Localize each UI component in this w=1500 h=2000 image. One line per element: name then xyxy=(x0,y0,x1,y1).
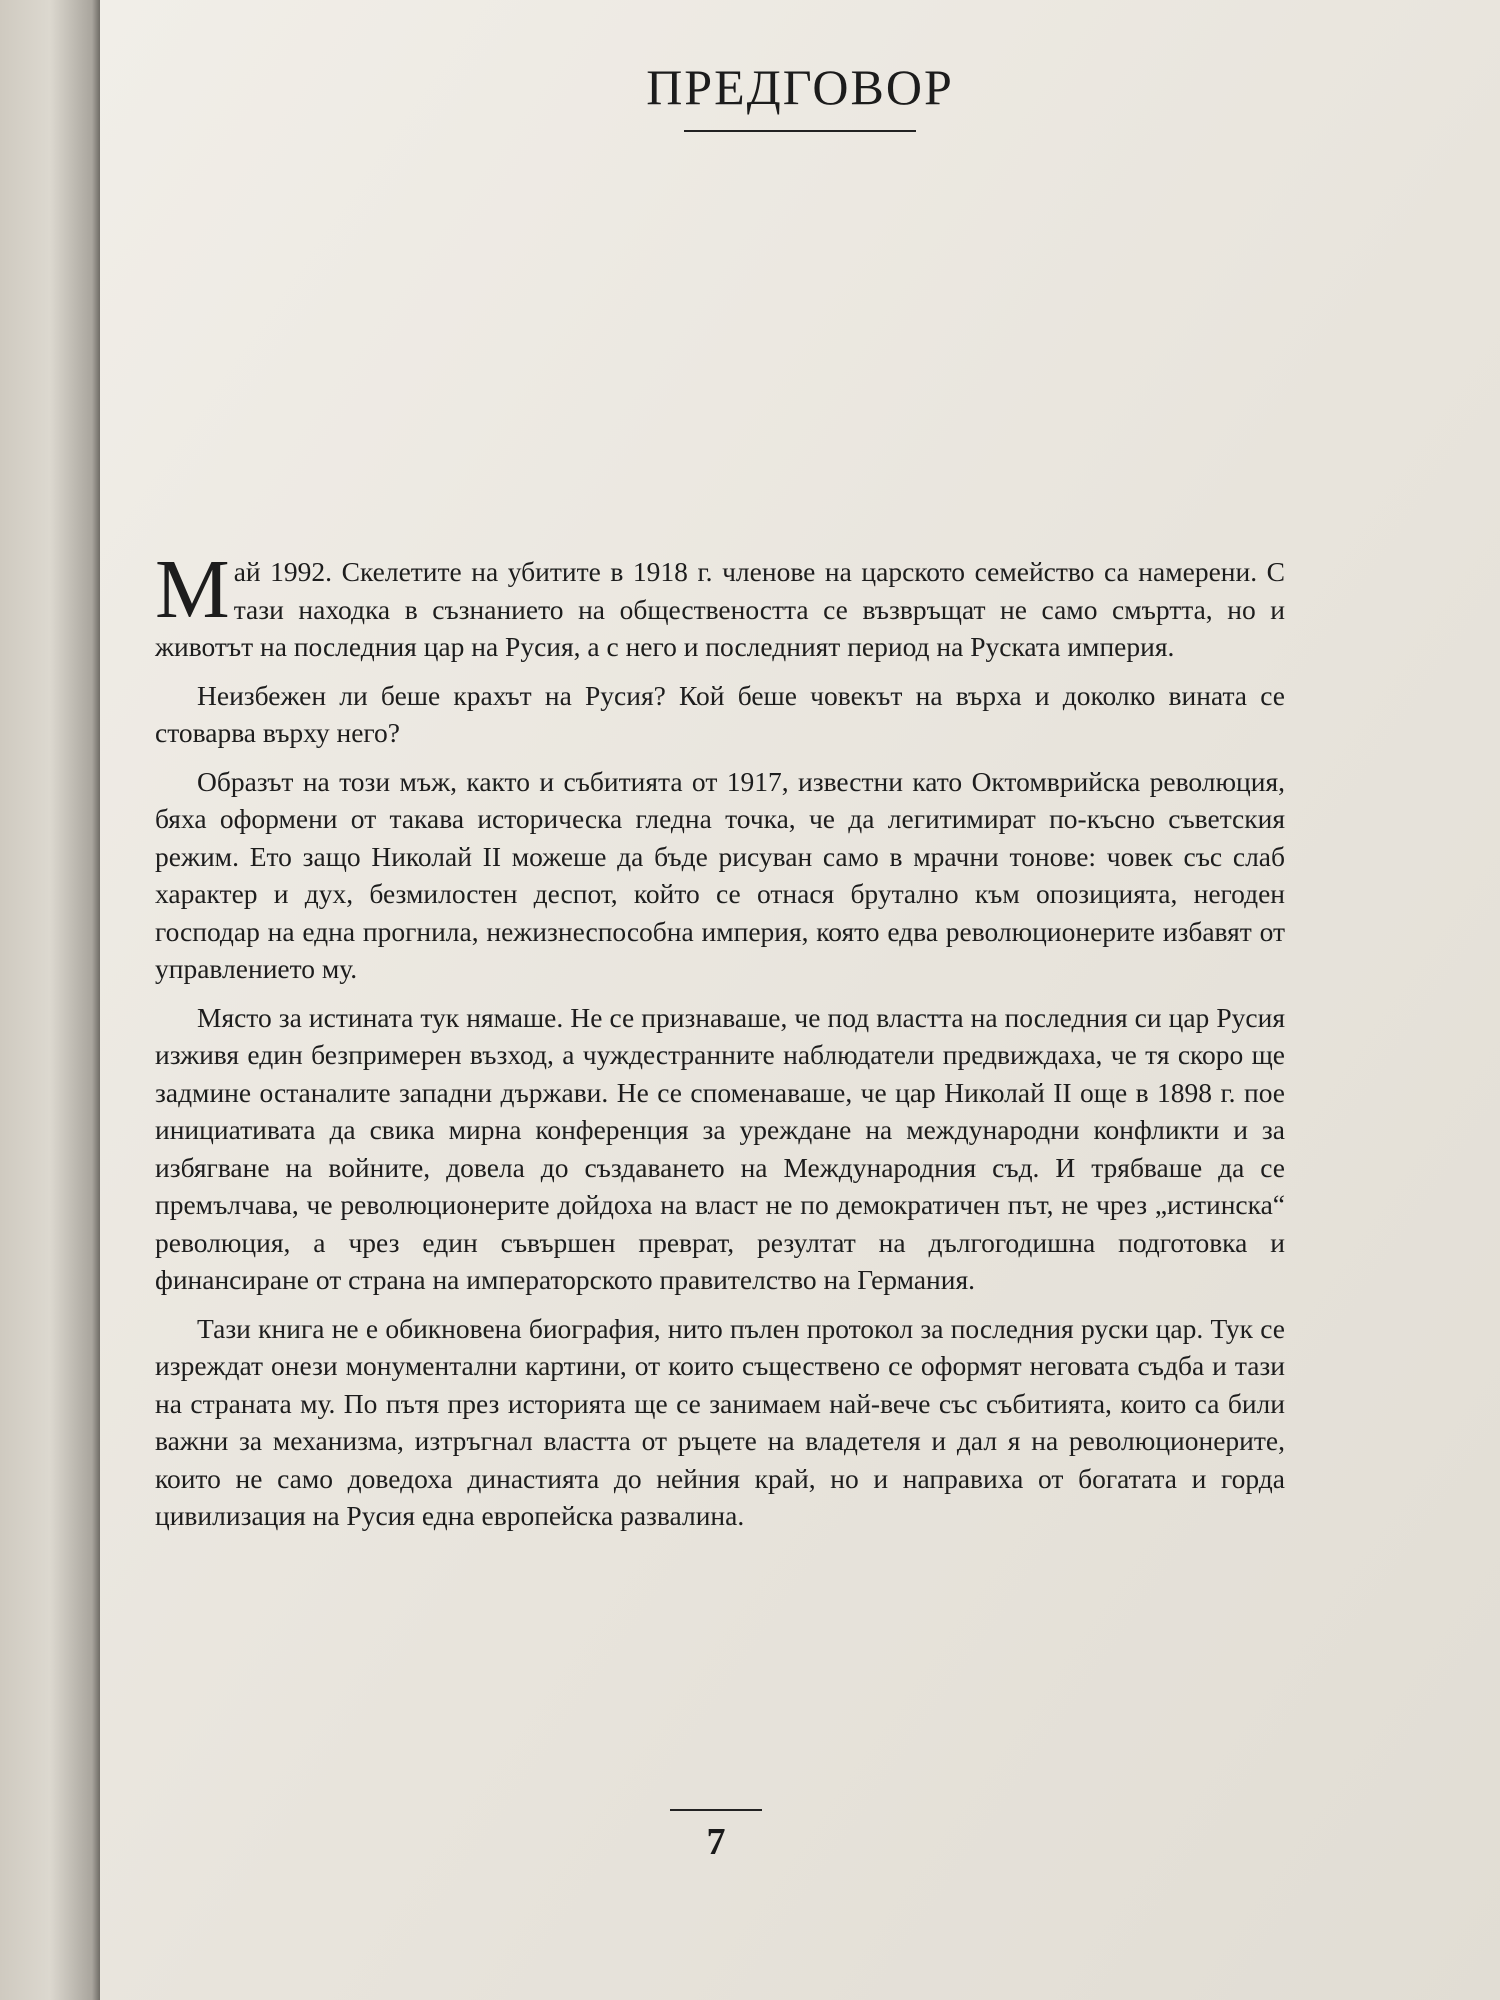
drop-cap: М xyxy=(155,543,230,636)
footer-rule xyxy=(670,1809,762,1811)
paragraph-1 xyxy=(155,543,1285,666)
page-number: 7 xyxy=(706,1821,726,1863)
heading xyxy=(530,58,1070,132)
previous-page-edge xyxy=(0,0,100,2000)
body-text xyxy=(155,543,1285,1546)
book-page xyxy=(100,0,1500,2000)
page-title: ПРЕДГОВОР xyxy=(646,59,954,115)
paragraph-1-text: ай 1992. Скелетите на убитите в 1918 г. членове на царското семейство са намерени. С тази находка в съзнанието на обществеността се възвръщат не само смъртта, но и животът на последния цар на Русия, а с него и последният период на Руската империя. xyxy=(155,556,1285,662)
paragraph-2: Неизбежен ли беше крахът на Русия? Кой беше човекът на върха и доколко вината се стоварва върху него? xyxy=(155,679,1285,748)
paragraph-5: Тази книга не е обикновена биография, нито пълен протокол за последния руски цар. Тук се изреждат онези монументални картини, от които съществено се оформят неговата съдба и тази на страната му. По пътя през историята ще се занимаем най-вече със събитията, които са били важни за механизма, изтръгнал властта от ръцете на владетеля и дал я на революционерите, които не само доведоха династията до нейния край, но и направиха от богатата и горда цивилизация на Русия една европейска развалина. xyxy=(155,1312,1285,1531)
paragraph-4: Място за истината тук нямаше. Не се признаваше, че под властта на последния си цар Русия изживя един безпримерен възход, а чуждестранните наблюдатели предвиждаха, че тя скоро ще задмине останалите западни държави. Не се споменаваше, че цар Николай II още в 1898 г. пое инициативата да свика мирна конференция за уреждане на международни конфликти и за избягване на войните, довела до създаването на Международния съд. И трябваше да се премълчава, че революционерите дойдоха на власт не по демократичен път, не чрез „истинска“ революция, а чрез един съвършен преврат, резултат на дългогодишна подготовка и финансиране от страна на императорското правителство на Германия. xyxy=(155,1001,1285,1295)
title-underline xyxy=(684,130,916,132)
paragraph-3: Образът на този мъж, както и събитията от 1917, известни като Октомврийска революция, бяха оформени от такава историческа гледна точка, че да легитимират по-късно съветския режим. Ето защо Николай II можеше да бъде рисуван само в мрачни тонове: човек със слаб характер и дух, безмилостен деспот, който се отнася брутално към опозицията, негоден господар на една прогнила, нежизнеспособна империя, която едва революционерите избавят от управлението му. xyxy=(155,765,1285,984)
